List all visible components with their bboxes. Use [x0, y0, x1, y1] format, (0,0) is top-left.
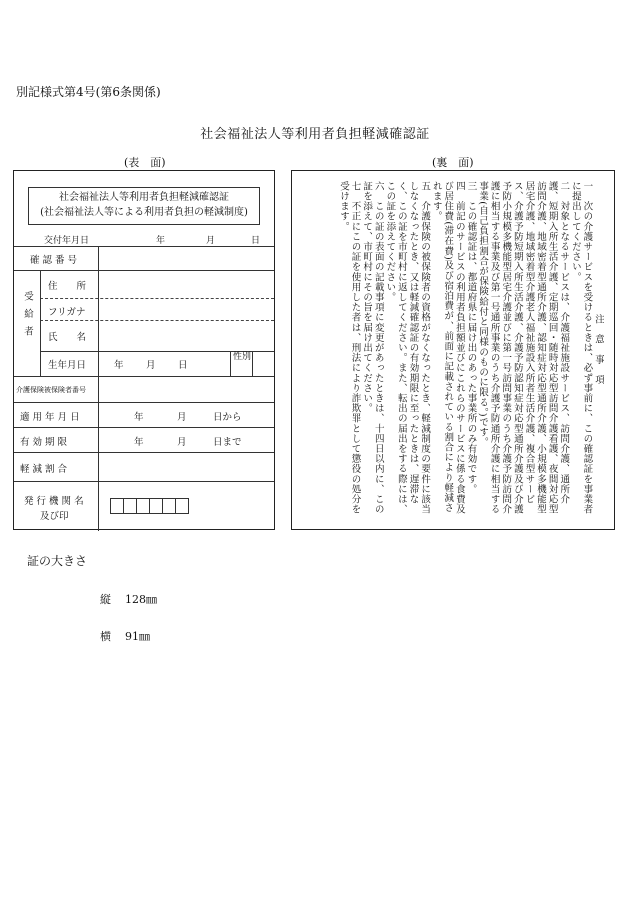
number-box [136, 498, 150, 514]
rule [14, 452, 274, 453]
furigana-label: フリガナ [48, 307, 86, 318]
form-number: 別記様式第4号(第6条関係) [16, 85, 161, 99]
apply-from-unit: 日から [213, 412, 242, 423]
height-value: 128㎜ [125, 593, 157, 606]
rule [14, 481, 274, 482]
reduction-rate-label: 軽 減 割 合 [20, 464, 68, 475]
rule-dashed [40, 298, 274, 299]
valid-month-unit: 月 [177, 437, 187, 448]
number-box [149, 498, 163, 514]
column-rule [252, 351, 253, 376]
issuer-seal-label: 及び印 [40, 511, 69, 522]
valid-until-unit: 日まで [213, 437, 242, 448]
valid-year-unit: 年 [134, 437, 144, 448]
card-subtitle: (社会福祉法人等による利用者負担の軽減制度) [40, 207, 248, 218]
column-rule [98, 246, 99, 531]
note-item-4: 四 前記のサービスの利用者負担額並びにこれらのサービスに係る食費及び居住費(滞在費)及び宿泊費が、前面に記載されている割合により軽減されます。 [430, 181, 465, 515]
number-box [123, 498, 137, 514]
apply-month-unit: 月 [177, 412, 187, 423]
sex-label: 性別 [233, 352, 252, 362]
name-label: 氏 名 [48, 332, 87, 343]
apply-date-label: 適 用 年 月 日 [20, 412, 80, 423]
birth-year-unit: 年 [114, 360, 124, 371]
width-dimension [100, 628, 150, 644]
card-size-label: 証の大きさ [27, 554, 88, 568]
issuer-number-boxes [110, 498, 188, 514]
issuer-label: 発 行 機 関 名 [24, 496, 84, 507]
column-rule [230, 351, 231, 376]
rule [14, 270, 274, 271]
front-side-label: (表 面) [124, 156, 166, 169]
birth-day-unit: 日 [178, 360, 188, 371]
apply-year-unit: 年 [134, 412, 144, 423]
rule-dashed [40, 320, 274, 321]
notes-text [304, 181, 604, 517]
number-box [110, 498, 124, 514]
note-item-3: 三 この確認証は、都道府県に届け出のあった事業所のみ有効です。 [465, 181, 477, 495]
birth-month-unit: 月 [146, 360, 156, 371]
height-dimension [100, 591, 157, 607]
note-item-1: 一 次の介護サービスを受けるときは、必ず事前に、この確認証を事業者に提出してください。 [569, 181, 593, 515]
note-item-5: 五 介護保険の被保険者の資格がなくなったとき、軽減制度の要件に該当しなくなったとき、又は軽減確認証の有効期限に至ったときは、遅滞なく、この証を市町村に返してください。また、転出の届出をする際には、この証を添えてください。 [384, 181, 431, 515]
width-label: 横 [100, 630, 111, 643]
insured-number-label: 介護保険被保険者番号 [16, 386, 86, 394]
column-rule [40, 270, 41, 376]
rule [14, 402, 274, 403]
rule [14, 427, 274, 428]
address-label: 住 所 [48, 281, 87, 292]
number-box [162, 498, 176, 514]
valid-until-label: 有 効 期 限 [20, 437, 68, 448]
note-item-6: 六 この証の表面の記載事項に変更があったときは、十四日以内に、この証を添えて、市町村にその旨を届け出てください。 [361, 181, 384, 515]
issue-year-unit: 年 [156, 236, 166, 246]
back-side-label: (裏 面) [432, 156, 474, 169]
cert-number-label: 確 認 番 号 [30, 255, 78, 266]
back-card [291, 170, 615, 530]
height-label: 縦 [100, 593, 111, 606]
front-card [13, 170, 275, 530]
notes-heading: 注 意 事 項 [593, 313, 604, 385]
issue-date-label: 交付年月日 [44, 236, 90, 246]
note-item-2: 二 対象となるサービスは、介護福祉施設サービス、訪問介護、通所介護、短期入所生活介護、定期巡回・随時対応型訪問介護看護、夜間対応型訪問介護、地域密着型通所介護、認知症対応型通所介護、小規模多機能型居宅介護、地域密着型介護老人福祉施設入所者生活介護、複合型サービス、介護予防短期入所生活介護、介護予防認知症対応型通所介護及び介護予防小規模多機能型居宅介護並びに第一号訪問事業のうち介護予防訪問介護に相当する事業及び第一号通所事業のうち介護予防通所介護に相当する事業(自己負担割合が保険給付と同様のものに限る。)です。 [477, 181, 570, 515]
issue-day-unit: 日 [251, 236, 261, 246]
card-title: 社会福祉法人等利用者負担軽減確認証 [59, 192, 229, 203]
number-box [175, 498, 189, 514]
rule [14, 376, 274, 377]
document-title: 社会福祉法人等利用者負担軽減確認証 [200, 127, 430, 142]
width-value: 91㎜ [125, 630, 150, 643]
birth-date-label: 生年月日 [48, 360, 87, 371]
rule [14, 246, 274, 247]
recipient-label: 受給者 [22, 291, 33, 344]
issue-month-unit: 月 [206, 236, 216, 246]
card-title-box [28, 187, 260, 225]
note-item-7: 七 不正にこの証を使用した者は、刑法により詐欺罪として懲役の処分を受けます。 [337, 181, 361, 515]
